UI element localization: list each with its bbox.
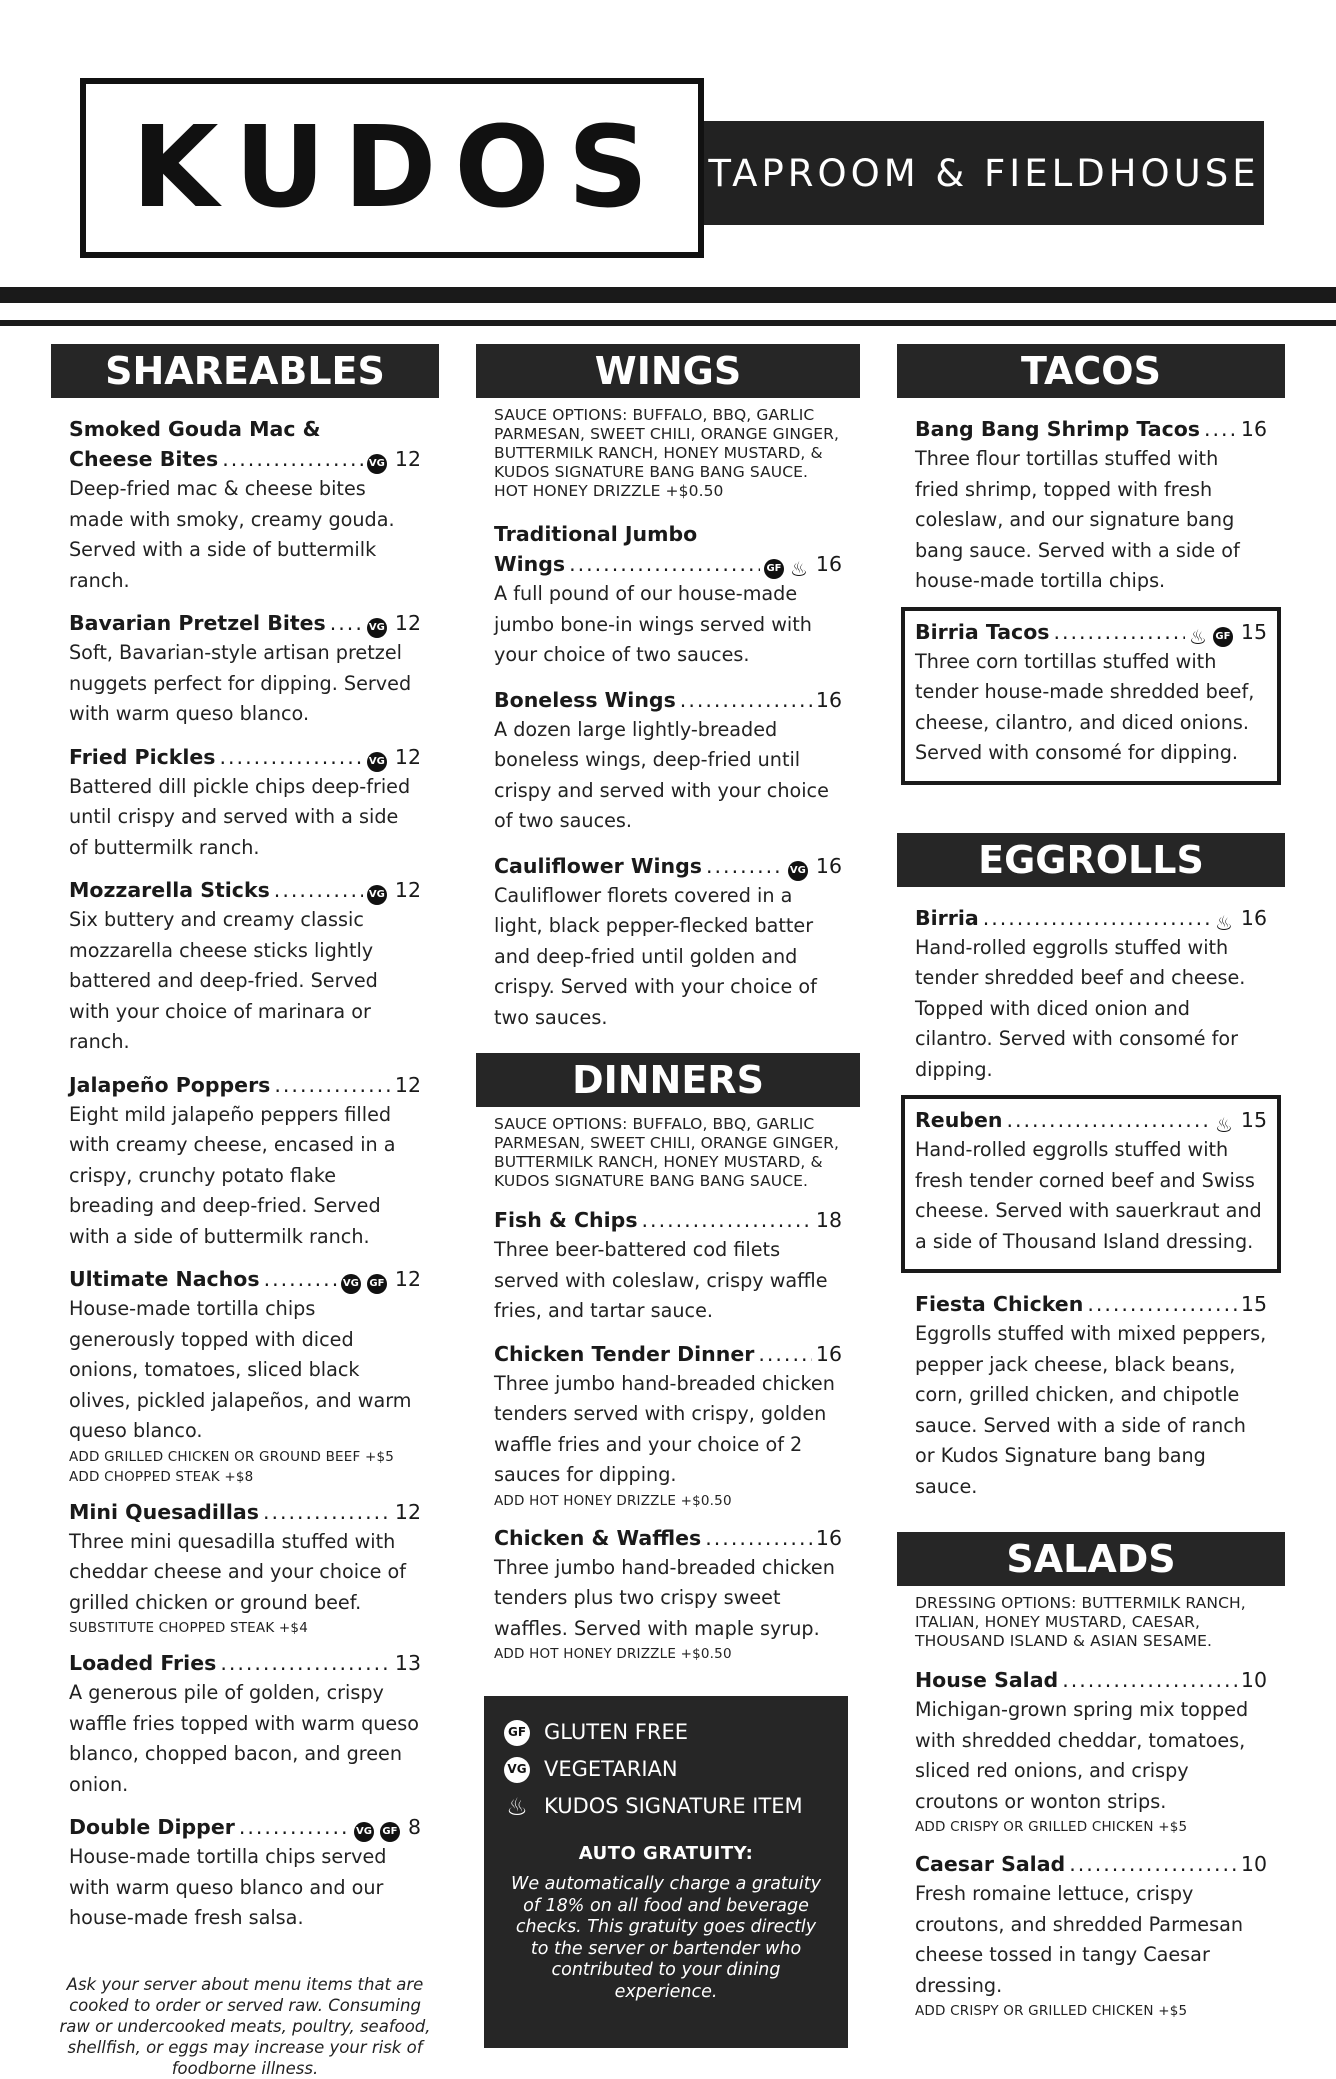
menu-item bbox=[494, 1523, 842, 1665]
item-addon: ADD HOT HONEY DRIZZLE +$0.50 bbox=[494, 1646, 732, 1662]
legend-vegetarian bbox=[484, 1751, 848, 1788]
menu-item bbox=[915, 1289, 1267, 1502]
legend-gf-label: GLUTEN FREE bbox=[544, 1720, 688, 1744]
signature-flame-icon: ♨ bbox=[1188, 624, 1207, 649]
menu-item bbox=[915, 1665, 1267, 1837]
item-name: Birria bbox=[915, 905, 979, 930]
menu-item bbox=[69, 1070, 421, 1253]
signature-flame-icon: ♨ bbox=[789, 557, 808, 581]
item-price: 15 bbox=[1240, 1108, 1267, 1132]
menu-item bbox=[69, 1812, 421, 1934]
item-name: Caesar Salad bbox=[915, 1852, 1066, 1876]
vegetarian-icon: VG bbox=[367, 454, 387, 474]
shareables-column bbox=[51, 344, 439, 2079]
gluten-free-icon: GF bbox=[367, 1274, 387, 1294]
item-description: House-made tortilla chips generously topped with diced onions, tomatoes, sliced black olives, pickled jalapeños, and warm queso blanco. bbox=[69, 1297, 412, 1442]
vegetarian-icon: VG bbox=[504, 1757, 530, 1783]
item-name: Jalapeño Poppers bbox=[69, 1072, 271, 1097]
legend-box bbox=[484, 1696, 848, 2048]
item-price: 12 bbox=[394, 744, 421, 769]
menu-item bbox=[69, 1264, 421, 1487]
item-name: Boneless Wings bbox=[494, 687, 676, 712]
item-description: Three beer-battered cod filets served with coleslaw, crispy waffle fries, and tartar sauce. bbox=[494, 1238, 828, 1322]
item-price: 12 bbox=[394, 1072, 421, 1097]
item-price: 15 bbox=[1240, 619, 1267, 644]
menu-item bbox=[494, 851, 842, 1034]
item-price: 10 bbox=[1240, 1668, 1267, 1692]
divider-thick bbox=[0, 287, 1336, 303]
item-addon: ADD CRISPY OR GRILLED CHICKEN +$5 bbox=[915, 2003, 1188, 2019]
vegetarian-icon: VG bbox=[788, 861, 808, 881]
shareables-title: SHAREABLES bbox=[51, 344, 439, 398]
item-description: Battered dill pickle chips deep-fried until crispy and served with a side of buttermilk ranch. bbox=[69, 774, 411, 859]
dinners-title: DINNERS bbox=[476, 1053, 860, 1107]
signature-flame-icon: ♨ bbox=[1214, 910, 1233, 935]
menu-item bbox=[494, 685, 842, 837]
brand-tagline: TAPROOM & FIELDHOUSE bbox=[708, 151, 1260, 195]
item-description: Three jumbo hand-breaded chicken tenders served with crispy, golden waffle fries and your choice of 2 sauces for dipping. bbox=[494, 1371, 835, 1486]
item-price: 18 bbox=[815, 1208, 842, 1232]
item-description: Hand-rolled eggrolls stuffed with fresh tender corned beef and Swiss cheese. Served with sauerkraut and a side of Thousand Island dressing. bbox=[915, 1138, 1262, 1253]
item-price: 12 bbox=[394, 1267, 421, 1291]
item-description: Three mini quesadilla stuffed with cheddar cheese and your choice of grilled chicken or ground beef. bbox=[69, 1529, 407, 1614]
legend-sig-label: KUDOS SIGNATURE ITEM bbox=[544, 1794, 803, 1818]
item-description: Eggrolls stuffed with mixed peppers, pepper jack cheese, black beans, corn, grilled chicken, and chipotle sauce. Served with a side of ranch or Kudos Signature bang bang sauce. bbox=[915, 1322, 1267, 1498]
item-name: Ultimate Nachos bbox=[69, 1267, 260, 1291]
item-name: Cauliflower Wings bbox=[494, 853, 703, 878]
logo-box bbox=[80, 78, 704, 258]
signature-flame-icon: ♨ bbox=[506, 1792, 528, 1821]
salads-title: SALADS bbox=[897, 1532, 1285, 1586]
vegetarian-icon: VG bbox=[354, 1822, 374, 1842]
menu-item bbox=[69, 875, 421, 1058]
item-name-line1: Traditional Jumbo bbox=[494, 522, 698, 546]
item-price: 12 bbox=[394, 611, 421, 635]
menu-item bbox=[69, 608, 421, 730]
item-name-line1: Smoked Gouda Mac & bbox=[69, 417, 321, 441]
tacos-column bbox=[897, 344, 1285, 2021]
item-name: Bang Bang Shrimp Tacos bbox=[915, 417, 1201, 441]
menu-item bbox=[494, 519, 842, 671]
featured-item-box bbox=[901, 607, 1281, 785]
item-description: Eight mild jalapeño peppers filled with creamy cheese, encased in a crispy, crunchy potato flake breading and deep-fried. Served with a side of buttermilk ranch. bbox=[69, 1102, 396, 1248]
menu-item bbox=[69, 1648, 421, 1800]
item-price: 12 bbox=[394, 878, 421, 902]
item-name: Wings bbox=[494, 552, 566, 576]
item-name: Cheese Bites bbox=[69, 447, 219, 471]
item-description: Cauliflower florets covered in a light, black pepper-flecked batter and deep-fried until golden and crispy. Served with your choice of two sauces. bbox=[494, 883, 817, 1029]
menu-item bbox=[69, 742, 421, 864]
item-description: Soft, Bavarian-style artisan pretzel nuggets perfect for dipping. Served with warm queso blanco. bbox=[69, 641, 412, 725]
vegetarian-icon: VG bbox=[341, 1274, 361, 1294]
item-price: 16 bbox=[815, 853, 842, 878]
vegetarian-icon: VG bbox=[367, 752, 387, 772]
item-description: Six buttery and creamy classic mozzarella cheese sticks lightly battered and deep-fried. Served with your choice of marinara or ranch. bbox=[69, 908, 378, 1053]
item-name: Fried Pickles bbox=[69, 744, 216, 769]
item-name: Bavarian Pretzel Bites bbox=[69, 611, 326, 635]
item-name: Reuben bbox=[915, 1108, 1003, 1132]
legend-gluten-free bbox=[484, 1714, 848, 1751]
item-name: Chicken & Waffles bbox=[494, 1525, 702, 1550]
item-addon: SUBSTITUTE CHOPPED STEAK +$4 bbox=[69, 1620, 308, 1636]
item-description: A generous pile of golden, crispy waffle fries topped with warm queso blanco, chopped bacon, and green onion. bbox=[69, 1681, 419, 1796]
menu-item bbox=[494, 1205, 842, 1327]
item-name: House Salad bbox=[915, 1668, 1059, 1692]
item-description: Three jumbo hand-breaded chicken tenders plus two crispy sweet waffles. Served with maple syrup. bbox=[494, 1555, 835, 1640]
item-price: 16 bbox=[815, 552, 842, 576]
item-description: House-made tortilla chips served with warm queso blanco and our house-made fresh salsa. bbox=[69, 1845, 387, 1929]
menu-item bbox=[915, 1105, 1267, 1257]
item-price: 16 bbox=[815, 1341, 842, 1366]
item-name: Birria Tacos bbox=[915, 619, 1050, 644]
wings-sauce-note: SAUCE OPTIONS: BUFFALO, BBQ, GARLIC PARMESAN, SWEET CHILI, ORANGE GINGER, BUTTERMILK RANCH, HONEY MUSTARD, & KUDOS SIGNATURE BANG BANG SAUCE. bbox=[494, 406, 839, 481]
item-price: 10 bbox=[1240, 1852, 1267, 1876]
menu-item bbox=[915, 903, 1267, 1086]
item-price: 16 bbox=[815, 1525, 842, 1550]
item-price: 16 bbox=[1240, 905, 1267, 930]
item-price: 16 bbox=[1240, 417, 1267, 441]
featured-item-box bbox=[901, 1095, 1281, 1273]
item-description: Three flour tortillas stuffed with fried shrimp, topped with fresh coleslaw, and our signature bang bang sauce. Served with a side of house-made tortilla chips. bbox=[915, 447, 1240, 592]
vegetarian-icon: VG bbox=[367, 618, 387, 638]
gluten-free-icon: GF bbox=[380, 1822, 400, 1842]
item-description: A full pound of our house-made jumbo bone-in wings served with your choice of two sauces. bbox=[494, 582, 812, 666]
item-description: Deep-fried mac & cheese bites made with smoky, creamy gouda. Served with a side of buttermilk ranch. bbox=[69, 477, 395, 592]
item-addon: ADD CRISPY OR GRILLED CHICKEN +$5 bbox=[915, 1819, 1188, 1835]
tagline-bar bbox=[704, 121, 1264, 225]
item-description: A dozen large lightly-breaded boneless wings, deep-fried until crispy and served with your choice of two sauces. bbox=[494, 717, 829, 832]
gluten-free-icon: GF bbox=[1213, 627, 1233, 647]
tacos-title: TACOS bbox=[897, 344, 1285, 398]
vegetarian-icon: VG bbox=[367, 885, 387, 905]
item-name: Loaded Fries bbox=[69, 1651, 217, 1675]
item-description: Michigan-grown spring mix topped with shredded cheddar, tomatoes, sliced red onions, and crispy croutons or wonton strips. bbox=[915, 1698, 1249, 1813]
wings-drizzle-note: HOT HONEY DRIZZLE +$0.50 bbox=[494, 482, 724, 500]
item-price: 15 bbox=[1240, 1292, 1267, 1316]
item-price: 12 bbox=[394, 447, 421, 471]
menu-item bbox=[915, 1849, 1267, 2021]
item-description: Fresh romaine lettuce, crispy croutons, and shredded Parmesan cheese tossed in tangy Caesar dressing. bbox=[915, 1882, 1244, 1997]
signature-flame-icon: ♨ bbox=[1214, 1113, 1233, 1137]
menu-item bbox=[69, 414, 421, 596]
item-name: Chicken Tender Dinner bbox=[494, 1341, 755, 1366]
menu-item bbox=[69, 1497, 421, 1639]
legend-signature bbox=[484, 1788, 848, 1825]
divider-thin bbox=[0, 320, 1336, 326]
item-name: Mozzarella Sticks bbox=[69, 878, 270, 902]
menu-item bbox=[494, 1339, 842, 1511]
gluten-free-icon: GF bbox=[764, 559, 784, 579]
item-name: Fiesta Chicken bbox=[915, 1292, 1084, 1316]
item-description: Three corn tortillas stuffed with tender house-made shredded beef, cheese, cilantro, and diced onions. Served with consomé for dipping. bbox=[915, 649, 1255, 764]
item-addon: ADD GRILLED CHICKEN OR GROUND BEEF +$5 bbox=[69, 1448, 395, 1465]
item-price: 13 bbox=[394, 1651, 421, 1675]
wings-column bbox=[476, 344, 860, 1664]
item-addon: ADD HOT HONEY DRIZZLE +$0.50 bbox=[494, 1492, 732, 1509]
auto-gratuity-title: AUTO GRATUITY: bbox=[578, 1843, 754, 1864]
gluten-free-icon: GF bbox=[504, 1720, 530, 1746]
salads-dressing-note: DRESSING OPTIONS: BUTTERMILK RANCH, ITALIAN, HONEY MUSTARD, CAESAR, THOUSAND ISLAND & ASIAN SESAME. bbox=[915, 1594, 1246, 1650]
item-price: 12 bbox=[394, 1499, 421, 1524]
menu-item bbox=[915, 414, 1267, 597]
menu-item bbox=[915, 617, 1267, 769]
brand-logo: KUDOS bbox=[131, 103, 667, 233]
raw-food-disclaimer: Ask your server about menu items that are cooked to order or served raw. Consuming raw or undercooked meats, poultry, seafood, shellfish, or eggs may increase your risk of foodborne illness. bbox=[59, 1974, 431, 2078]
item-name: Mini Quesadillas bbox=[69, 1499, 259, 1524]
item-description: Hand-rolled eggrolls stuffed with tender shredded beef and cheese. Topped with diced onion and cilantro. Served with consomé for dipping. bbox=[915, 935, 1246, 1081]
item-price: 8 bbox=[407, 1815, 421, 1839]
item-price: 16 bbox=[815, 687, 842, 712]
dinners-sauce-note: SAUCE OPTIONS: BUFFALO, BBQ, GARLIC PARMESAN, SWEET CHILI, ORANGE GINGER, BUTTERMILK RANCH, HONEY MUSTARD, & KUDOS SIGNATURE BANG BANG SAUCE. bbox=[494, 1115, 839, 1190]
wings-title: WINGS bbox=[476, 344, 860, 398]
item-name: Double Dipper bbox=[69, 1815, 235, 1839]
item-name: Fish & Chips bbox=[494, 1208, 638, 1232]
item-addon: ADD CHOPPED STEAK +$8 bbox=[69, 1468, 254, 1485]
legend-vg-label: VEGETARIAN bbox=[544, 1757, 678, 1781]
auto-gratuity-text: We automatically charge a gratuity of 18% on all food and beverage checks. This gratuity goes directly to the server or bartender who contributed to your dining experience. bbox=[511, 1874, 821, 2002]
eggrolls-title: EGGROLLS bbox=[897, 833, 1285, 887]
